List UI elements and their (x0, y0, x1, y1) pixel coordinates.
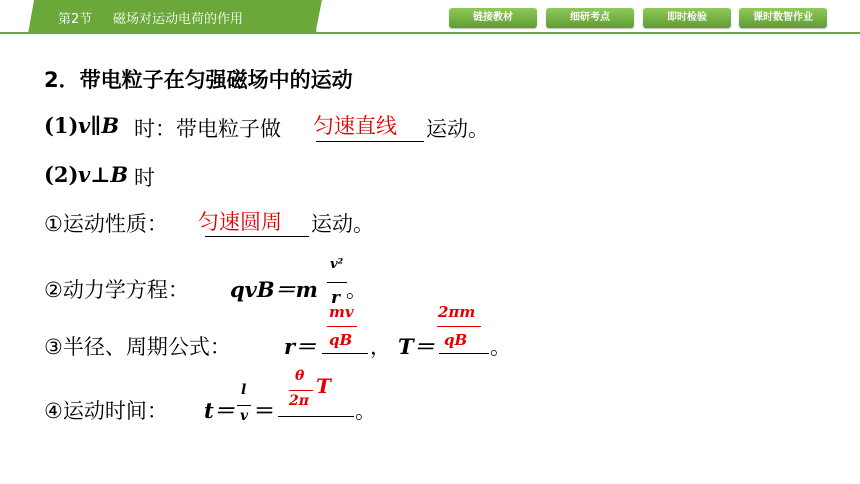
line1-suffix: 运动。 (311, 212, 374, 236)
line2-suffix: 。 (346, 278, 367, 302)
line3-suffix: 。 (490, 335, 511, 359)
nav-homework-button[interactable]: 课时数智作业 (739, 8, 827, 28)
line3-T-fraction-bar (437, 326, 481, 327)
line4-equals: ＝ (254, 398, 275, 423)
line4-suffix: 。 (355, 399, 376, 423)
line3-separator: ， (370, 335, 391, 359)
item2-text: 时 (134, 166, 155, 190)
item1-blank (316, 141, 424, 142)
nav-instant-check-button[interactable]: 即时检验 (643, 8, 731, 28)
line4-t: t＝ (204, 398, 235, 423)
line3-r-blank (322, 353, 368, 354)
chapter-label: 第2节 (58, 12, 93, 27)
item1-prefix: (1) (44, 113, 79, 138)
line4-answer-fraction-bar (289, 390, 313, 391)
line2-fraction-bar (327, 282, 347, 283)
line3-T-numerator: 2πm (438, 303, 476, 321)
section-title: 磁场对运动电荷的作用 (113, 12, 244, 27)
item2-prefix: (2) (44, 162, 79, 187)
nav-study-points-button[interactable]: 细研考点 (546, 8, 634, 28)
line1-answer: 匀速圆周 (198, 210, 282, 234)
item1-text: 时：带电粒子做 (134, 117, 281, 141)
line3-T-denominator: qB (444, 331, 468, 349)
item1-answer: 匀速直线 (313, 114, 397, 138)
section-heading: 2．带电粒子在匀强磁场中的运动 (44, 68, 353, 92)
line2-lhs: qvB＝m (230, 277, 318, 302)
line3-T: T＝ (398, 334, 435, 359)
line1-blank (205, 236, 309, 237)
line2-numerator: v² (330, 257, 344, 272)
line2-label: ②动力学方程： (44, 278, 189, 302)
line3-T-blank (439, 353, 489, 354)
line1-label: ①运动性质： (44, 212, 168, 236)
item2-formula: v⊥B (78, 162, 129, 187)
line3-label: ③半径、周期公式： (44, 335, 231, 359)
line4-answer-denominator: 2π (289, 393, 309, 409)
line3-r-denominator: qB (329, 331, 353, 349)
line2-denominator: r (331, 288, 340, 308)
line4-l-fraction-bar (237, 405, 251, 406)
line4-l-denominator: v (240, 408, 249, 424)
line4-l-numerator: l (241, 382, 247, 398)
line4-answer-T: T (316, 374, 331, 398)
line4-blank (278, 416, 354, 417)
line4-label: ④运动时间： (44, 399, 168, 423)
item1-formula: v∥B (78, 113, 120, 138)
item1-suffix: 运动。 (426, 117, 489, 141)
line3-r: r＝ (284, 334, 317, 359)
line3-r-numerator: mv (329, 303, 354, 321)
line4-answer-numerator: θ (295, 368, 305, 384)
nav-link-textbook-button[interactable]: 链接教材 (449, 8, 537, 28)
line3-r-fraction-bar (327, 326, 357, 327)
